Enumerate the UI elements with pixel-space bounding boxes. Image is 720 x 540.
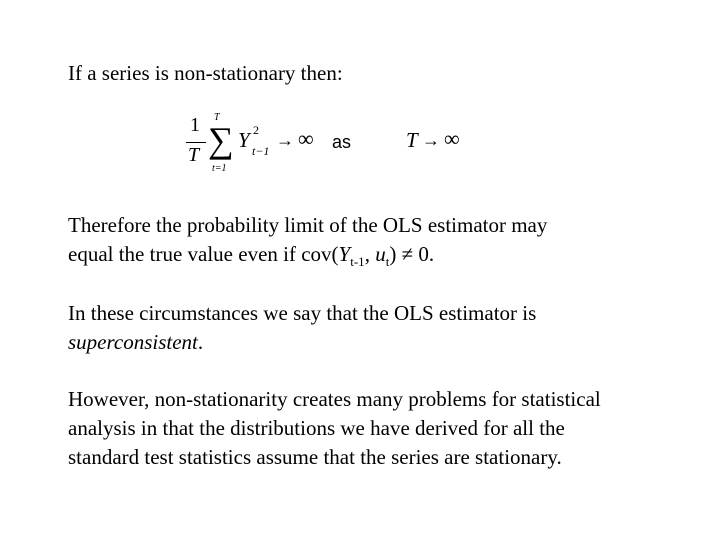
circumstances-period: . bbox=[197, 330, 204, 354]
sum-upper-limit: T bbox=[214, 112, 220, 123]
cov-u: u bbox=[375, 242, 386, 266]
infinity-symbol-2: ∞ bbox=[444, 126, 460, 151]
formula bbox=[184, 112, 484, 180]
however-line2: analysis in that the distributions we have derived for all the bbox=[68, 416, 565, 440]
formula-denominator: T bbox=[188, 144, 200, 166]
intro-text: If a series is non-stationary then: bbox=[68, 61, 343, 85]
sum-lower-limit-text: t=1 bbox=[212, 163, 227, 174]
formula-limit-variable: T bbox=[406, 128, 418, 152]
cov-y: Y bbox=[338, 242, 351, 266]
circumstances-paragraph bbox=[68, 299, 698, 357]
therefore-paragraph bbox=[68, 211, 698, 269]
formula-superscript: 2 bbox=[253, 123, 259, 137]
formula-numerator: 1 bbox=[190, 114, 200, 136]
formula-variable: Y bbox=[238, 128, 250, 152]
formula-subscript: t−1 bbox=[252, 144, 270, 158]
superconsistent-term: superconsistent bbox=[68, 330, 198, 354]
therefore-line2-post: ) ≠ 0. bbox=[389, 242, 435, 266]
infinity-symbol: ∞ bbox=[298, 126, 314, 151]
cov-y-subscript: t-1 bbox=[350, 254, 365, 269]
summation-symbol: ∑ bbox=[208, 120, 234, 160]
however-line1: However, non-stationarity creates many problems for statistical bbox=[68, 387, 601, 411]
however-paragraph bbox=[68, 385, 698, 472]
therefore-line1: Therefore the probability limit of the OLS estimator may bbox=[68, 213, 548, 237]
fraction-bar bbox=[186, 142, 206, 143]
however-line3: standard test statistics assume that the series are stationary. bbox=[68, 445, 562, 469]
formula-as-word: as bbox=[332, 132, 352, 152]
arrow-icon-2: → bbox=[422, 130, 440, 150]
cov-comma: , bbox=[364, 242, 376, 266]
cov-u-subscript: t bbox=[385, 254, 390, 269]
arrow-icon: → bbox=[276, 130, 294, 150]
circumstances-line1: In these circumstances we say that the OLS estimator is bbox=[68, 301, 537, 325]
sum-lower-limit bbox=[212, 163, 227, 174]
therefore-line2-pre: equal the true value even if cov( bbox=[68, 242, 339, 266]
